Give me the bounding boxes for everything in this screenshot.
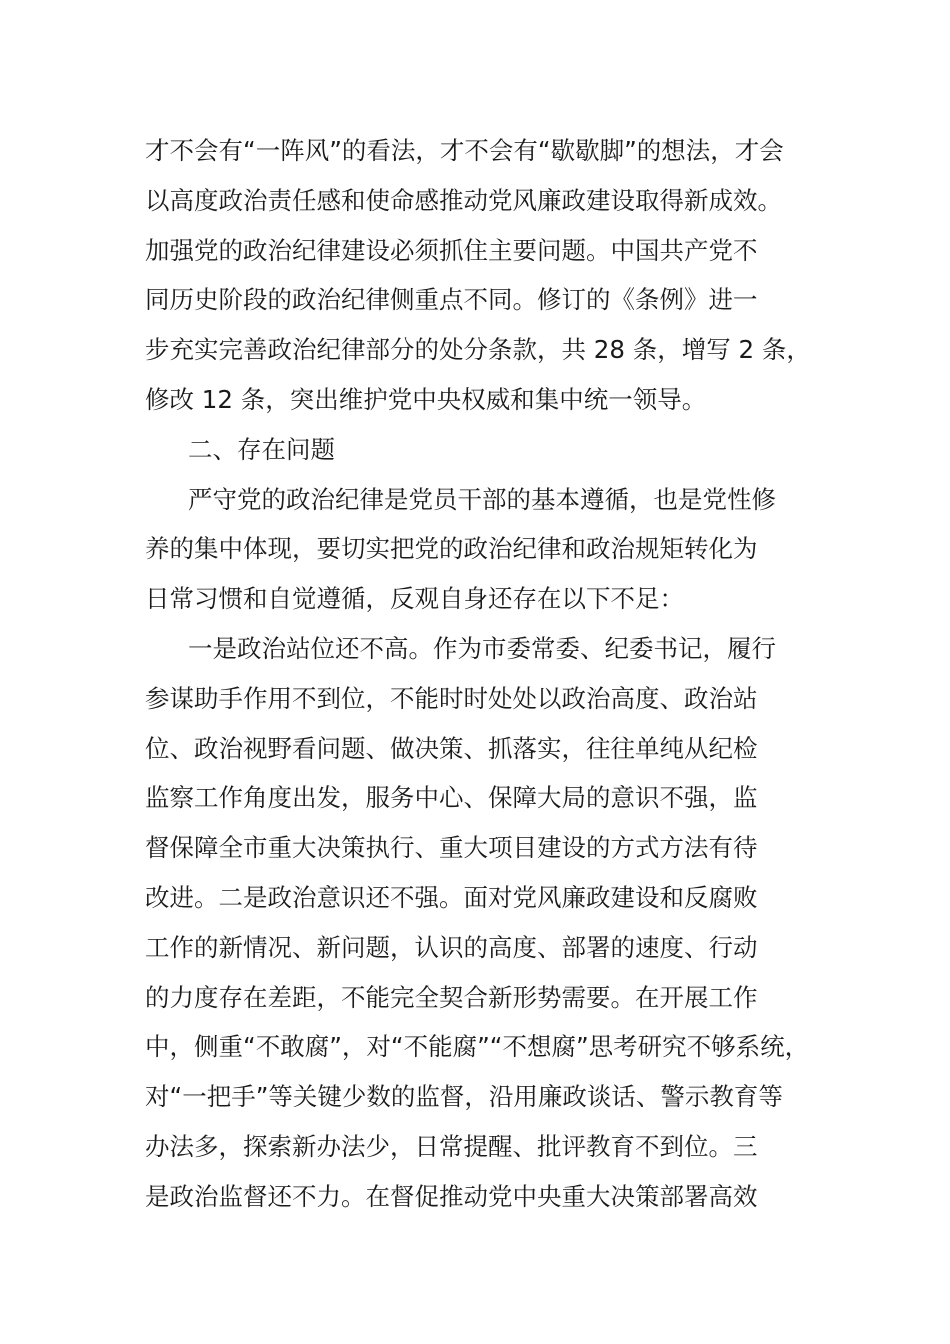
text-line: 督保障全市重大决策执行、重大项目建设的方式方法有待 [145,833,758,863]
text-line: 改进。二是政治意识还不强。面对党风廉政建设和反腐败 [145,882,758,912]
text-line: 严守党的政治纪律是党员干部的基本遵循，也是党性修 [188,484,776,514]
text-line: 监察工作角度出发，服务中心、保障大局的意识不强，监 [145,783,758,813]
text-line: 办法多，探索新办法少，日常提醒、批评教育不到位。三 [145,1131,758,1161]
text-line: 养的集中体现，要切实把党的政治纪律和政治规矩转化为 [145,534,758,564]
text-line: 步充实完善政治纪律部分的处分条款，共 28 条，增写 2 条， [145,335,811,365]
text-line: 工作的新情况、新问题，认识的高度、部署的速度、行动 [145,932,758,962]
text-line: 修改 12 条，突出维护党中央权威和集中统一领导。 [145,384,707,414]
body-text [145,126,835,1222]
text-line: 的力度存在差距，不能完全契合新形势需要。在开展工作 [145,982,758,1012]
text-line: 中，侧重“不敢腐”，对“不能腐”“不想腐”思考研究不够系统， [145,1032,810,1062]
text-line: 以高度政治责任感和使命感推动党风廉政建设取得新成效。 [145,185,782,215]
text-line: 是政治监督还不力。在督促推动党中央重大决策部署高效 [145,1181,758,1211]
text-line: 日常习惯和自觉遵循，反观自身还存在以下不足： [145,584,684,614]
text-line: 同历史阶段的政治纪律侧重点不同。修订的《条例》进一 [145,285,758,315]
text-line: 位、政治视野看问题、做决策、抓落实，往往单纯从纪检 [145,733,758,763]
text-line: 参谋助手作用不到位，不能时时处处以政治高度、政治站 [145,683,758,713]
text-line: 才不会有“一阵风”的看法，才不会有“歇歇脚”的想法，才会 [145,136,784,165]
text-line: 对“一把手”等关键少数的监督，沿用廉政谈话、警示教育等 [145,1082,783,1112]
text-line: 加强党的政治纪律建设必须抓住主要问题。中国共产党不 [145,235,758,265]
text-line: 一是政治站位还不高。作为市委常委、纪委书记，履行 [188,633,776,663]
section-heading: 二、存在问题 [188,434,335,464]
